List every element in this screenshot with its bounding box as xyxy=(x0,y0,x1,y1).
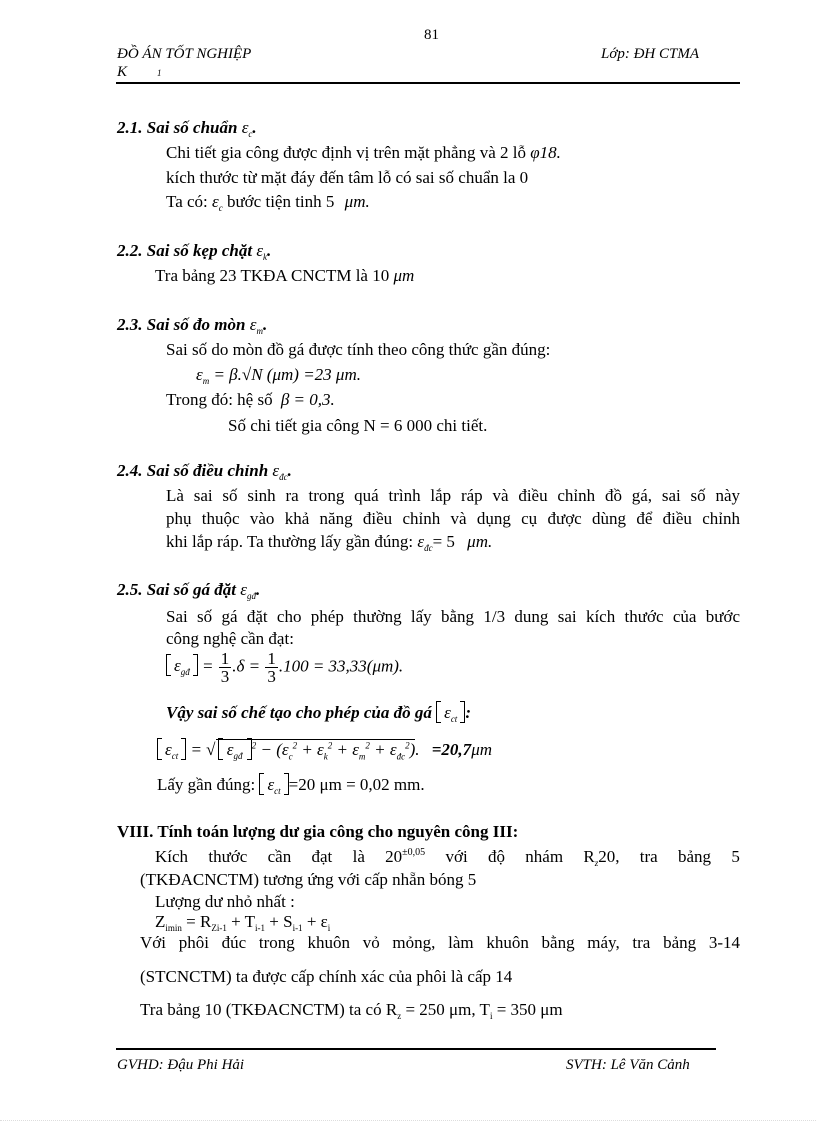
footer-rule xyxy=(116,1048,716,1050)
section-8-line-1: Kích thước cần đạt là $20^{\pm 0,05}$ với độ nhám $R_z20$, tra bảng 5 xyxy=(155,847,740,868)
section-2-1-heading: 2.1. Sai số chuẩn $\varepsilon_c$. xyxy=(117,118,257,139)
section-2-3-line-4: Số chi tiết gia công N = 6 000 chi tiết. xyxy=(228,416,488,435)
header-class: Lớp: ĐH CTMA xyxy=(601,46,700,62)
section-2-5-line-2: công nghệ cần đạt: xyxy=(166,629,294,648)
section-8-line-3: Lượng dư nhỏ nhất : xyxy=(155,892,295,911)
section-2-5-heading: 2.5. Sai số gá đặt $\varepsilon_{gđ}$. xyxy=(117,580,261,601)
page-edge xyxy=(0,1120,816,1121)
section-2-3-line-3: Trong đó: hệ số β = 0,3. xyxy=(166,390,335,409)
section-2-3-line-1: Sai số do mòn đồ gá được tính theo công thức gần đúng: xyxy=(166,340,551,359)
section-8-formula: $Z_{imin} = R_{Zi-1} + T_{i-1} + S_{i-1} + \varepsilon_i$ xyxy=(155,912,331,933)
section-2-1-line-2: kích thước từ mặt đáy đến tâm lỗ có sai số chuẩn la 0 xyxy=(166,168,529,187)
section-2-4-heading: 2.4. Sai số điều chỉnh $\varepsilon_{đc}$. xyxy=(117,461,292,482)
section-2-5-conclusion: Vậy sai số chế tạo cho phép của đồ gá $\varepsilon_{ct}$ : xyxy=(166,703,471,724)
section-2-2-line-1: Tra bảng 23 TKĐA CNCTM là 10 μm xyxy=(155,266,415,285)
page-number: 81 xyxy=(424,27,439,43)
footer-student: SVTH: Lê Văn Cảnh xyxy=(566,1057,690,1073)
section-2-1-line-3: Ta có: $\varepsilon_c$ bước tiện tinh 5 μm. xyxy=(166,192,370,213)
section-2-5-approx: Lấy gần đúng: $\varepsilon_{ct} =20$ μm = 0,02 mm. xyxy=(157,775,425,796)
section-2-3-formula: $\varepsilon_m = \beta.√N$ (μm) =23 μm. xyxy=(196,365,361,386)
section-2-4-line-3: khi lắp ráp. Ta thường lấy gần đúng: $\varepsilon_{đc}= 5$ μm. xyxy=(166,532,493,553)
section-2-3-heading: 2.3. Sai số đo mòn $\varepsilon_m$. xyxy=(117,315,268,336)
header-project-title: ĐỒ ÁN TỐT NGHIỆP xyxy=(117,46,252,62)
section-8-heading: VIII. Tính toán lượng dư gia công cho nguyên công III: xyxy=(117,822,519,841)
section-2-2-heading: 2.2. Sai số kẹp chặt $\varepsilon_k$. xyxy=(117,241,272,262)
section-8-line-7: Tra bảng 10 (TKĐACNCTM) ta có $R_z = 250$ μm, $T_i = 350$ μm xyxy=(140,1000,563,1021)
section-8-line-2: (TKĐACNCTM) tương ứng với cấp nhẵn bóng 5 xyxy=(140,870,477,889)
section-2-4-line-1: Là sai số sinh ra trong quá trình lắp ráp và điều chỉnh đồ gá, sai số này xyxy=(166,486,740,505)
header-rule xyxy=(116,82,740,84)
section-2-4-line-2: phụ thuộc vào khả năng điều chỉnh và dụng cụ được dùng để điều chỉnh xyxy=(166,509,740,528)
header-k: K 1 xyxy=(117,64,162,80)
section-2-5-ct-formula: $\varepsilon_{ct}$ = √ $\varepsilon_{gđ}$ $^2 - (\varepsilon_c^2 + \varepsilon_k^2 + \varepsilon_m^2 + \varepsilon_{đc}^2)$. =20,7μm xyxy=(157,738,492,761)
section-2-1-line-1: Chi tiết gia công được định vị trên mặt phẳng và 2 lỗ φ18. xyxy=(166,143,561,162)
section-2-5-line-1: Sai số gá đặt cho phép thường lấy bằng 1/3 dung sai kích thước của bước xyxy=(166,607,740,626)
section-8-line-5: Với phôi đúc trong khuôn vỏ mỏng, làm khuôn bằng máy, tra bảng 3-14 xyxy=(140,933,740,952)
section-2-5-fraction-formula: $\varepsilon_{gđ}$ = $\frac{1}{3}$ .δ = $\frac{1}{3}$ .100 = 33,33(μm). xyxy=(166,650,403,685)
section-8-line-6: (STCNCTM) ta được cấp chính xác của phôi là cấp 14 xyxy=(140,967,513,986)
footer-supervisor: GVHD: Đậu Phi Hải xyxy=(117,1057,245,1073)
